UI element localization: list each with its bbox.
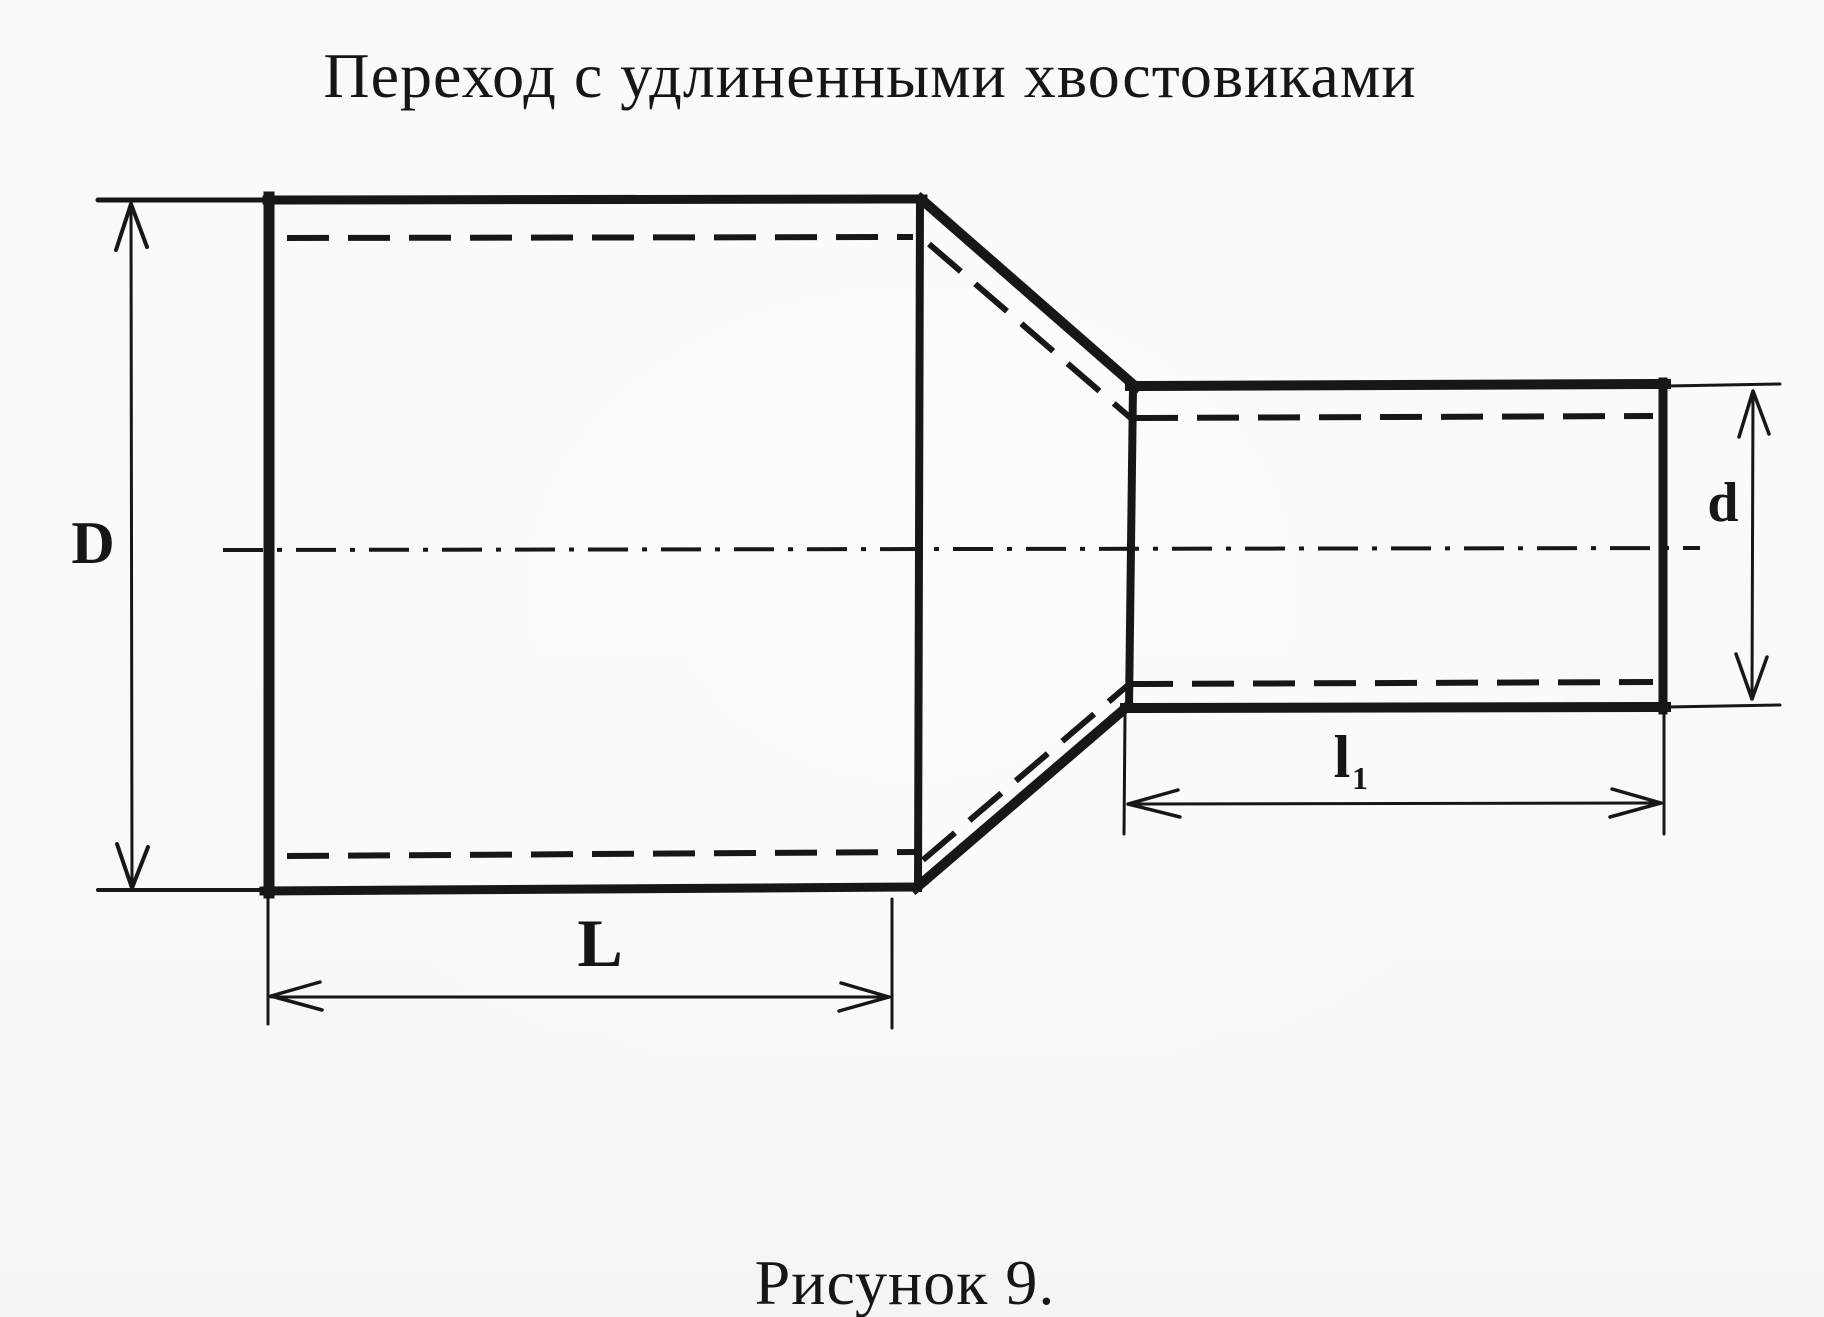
cone-hidden-top-line <box>929 244 1133 420</box>
small-cylinder-hidden-top-line <box>1136 416 1653 418</box>
dimension-label-l1-subscript: 1 <box>1352 760 1368 796</box>
dimension-line <box>131 206 132 887</box>
dimension-large-diameter <box>71 200 262 890</box>
dimension-line <box>1752 392 1753 699</box>
dimension-extension-line <box>1667 384 1780 386</box>
small-cylinder-top-edge <box>1130 384 1666 386</box>
dimension-label-d: d <box>1707 472 1739 534</box>
figure-caption: Рисунок 9. <box>754 1247 1056 1317</box>
cone-bottom-edge <box>916 706 1128 888</box>
small-cylinder-outline <box>1125 382 1666 710</box>
dimension-extension-line <box>1667 705 1780 707</box>
large-cylinder-outline <box>264 197 923 893</box>
reducer-cone-outline <box>916 199 1136 888</box>
small-cylinder-bottom-edge <box>1125 707 1666 708</box>
dimension-line <box>1128 803 1661 804</box>
large-cylinder-hidden-top-line <box>287 237 913 238</box>
cone-top-edge <box>921 199 1136 387</box>
large-cylinder-top-edge <box>267 199 923 200</box>
dimension-small-diameter <box>1667 384 1780 707</box>
dimension-label-L: L <box>577 905 623 981</box>
small-cylinder-hidden-bottom-line <box>1131 682 1653 684</box>
dimension-label-l1: l <box>1333 724 1351 790</box>
drawing-title: Переход с удлиненными хвостовиками <box>323 40 1417 111</box>
cone-hidden-bottom-line <box>923 686 1127 860</box>
large-cylinder-right-edge <box>918 200 920 888</box>
dimension-large-length <box>268 896 892 1028</box>
dimension-extension-line <box>1124 714 1125 834</box>
dimension-label-D: D <box>71 510 115 576</box>
center-axis-line <box>223 548 1700 550</box>
dimension-tail-length <box>1124 713 1664 834</box>
large-cylinder-hidden-bottom-line <box>287 852 915 856</box>
large-cylinder-bottom-edge <box>264 887 917 891</box>
